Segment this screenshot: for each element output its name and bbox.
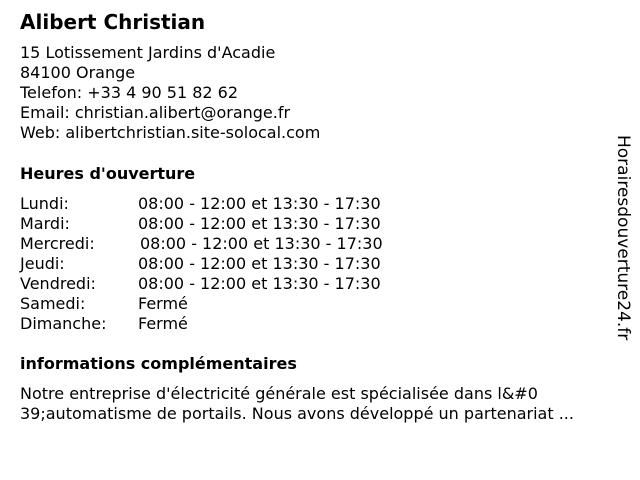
day-hours: Fermé — [138, 314, 188, 333]
hours-row-tuesday — [20, 214, 540, 234]
hours-row-friday — [20, 274, 540, 294]
day-label: Mardi: — [20, 214, 70, 233]
day-hours: 08:00 - 12:00 et 13:30 - 17:30 — [138, 194, 381, 213]
address-city: 84100 Orange — [20, 63, 136, 82]
hours-row-saturday — [20, 294, 540, 314]
email-address: Email: christian.alibert@orange.fr — [20, 103, 291, 122]
phone-number: Telefon: +33 4 90 51 82 62 — [20, 83, 239, 102]
day-hours: 08:00 - 12:00 et 13:30 - 17:30 — [138, 254, 381, 273]
opening-hours-heading: Heures d'ouverture — [20, 164, 196, 183]
day-label: Lundi: — [20, 194, 69, 213]
website: Web: alibertchristian.site-solocal.com — [20, 123, 321, 142]
day-label: Mercredi: — [20, 234, 95, 253]
day-hours: 08:00 - 12:00 et 13:30 - 17:30 — [138, 274, 381, 293]
address-street: 15 Lotissement Jardins d'Acadie — [20, 43, 276, 62]
info-line-1: Notre entreprise d'électricité générale est spécialisée dans l&#0 — [20, 384, 538, 403]
additional-info-heading: informations complémentaires — [20, 354, 297, 373]
additional-info-text — [20, 384, 620, 424]
day-label: Dimanche: — [20, 314, 107, 333]
opening-hours-table — [20, 194, 540, 334]
hours-row-thursday — [20, 254, 540, 274]
hours-row-sunday — [20, 314, 540, 334]
hours-row-wednesday — [20, 234, 540, 254]
day-hours: 08:00 - 12:00 et 13:30 - 17:30 — [138, 214, 381, 233]
info-line-2: 39;automatisme de portails. Nous avons développé un partenariat ... — [20, 404, 574, 423]
hours-row-monday — [20, 194, 540, 214]
day-label: Vendredi: — [20, 274, 96, 293]
contact-block — [20, 43, 320, 143]
site-watermark: Horairesdouverture24.fr — [613, 135, 633, 341]
day-label: Samedi: — [20, 294, 86, 313]
day-hours: 08:00 - 12:00 et 13:30 - 17:30 — [140, 234, 383, 253]
business-name: Alibert Christian — [20, 10, 206, 34]
day-label: Jeudi: — [20, 254, 65, 273]
day-hours: Fermé — [138, 294, 188, 313]
